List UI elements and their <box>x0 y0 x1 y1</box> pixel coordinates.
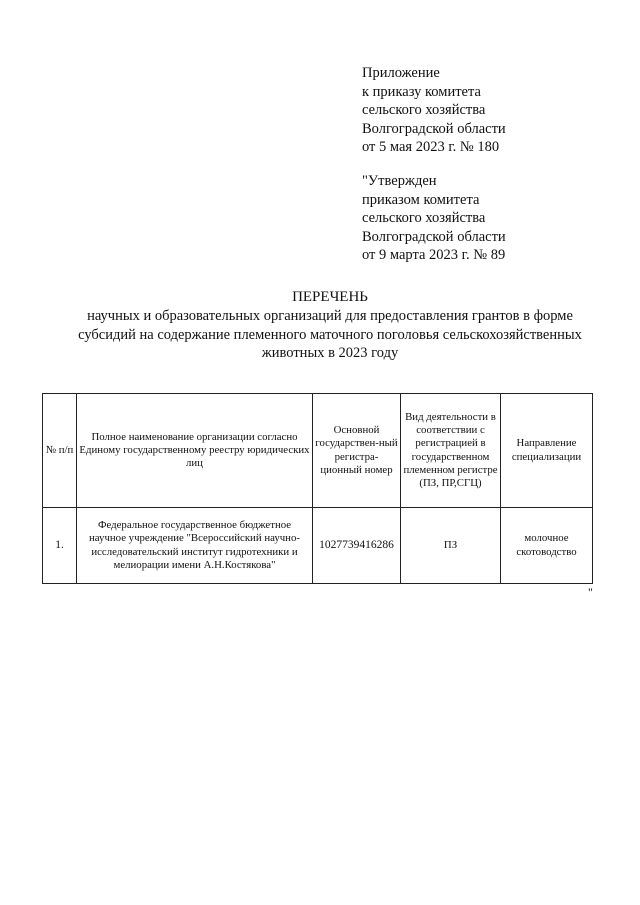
header-specialization: Направление специализации <box>501 394 593 508</box>
document-subtitle <box>40 307 620 363</box>
table-header-row <box>43 394 593 508</box>
document-title: ПЕРЕЧЕНЬ <box>292 289 368 305</box>
subtitle-line: научных и образовательных организаций для предоставления грантов в форме <box>87 308 573 324</box>
header-number: № п/п <box>43 394 77 508</box>
closing-quote-mark: " <box>588 585 593 599</box>
annex-line: к приказу комитета <box>362 83 481 100</box>
header-org-name: Полное наименование организации согласно Единому государственному реестру юридических лиц <box>77 394 313 508</box>
cell-org-name: Федеральное государственное бюджетное научное учреждение "Всероссийский научно-исследовательский институт гидротехники и мелиорации имени А.Н.Костякова" <box>77 508 313 584</box>
table-row <box>43 508 593 584</box>
organizations-table <box>42 393 593 584</box>
approved-line: "Утвержден <box>362 173 437 189</box>
cell-ogrn: 1027739416286 <box>313 508 401 584</box>
subtitle-line: субсидий на содержание племенного маточного поголовья сельскохозяйственных <box>78 326 582 343</box>
header-activity: Вид деятельности в соответствии с регистрацией в государственном племенном регистре (ПЗ, ПР,СГЦ) <box>401 394 501 508</box>
cell-number: 1. <box>43 508 77 584</box>
annex-line: Волгоградской области <box>362 120 506 137</box>
approved-block <box>362 172 506 265</box>
annex-line: от 5 мая 2023 г. № 180 <box>362 139 500 156</box>
cell-activity: ПЗ <box>401 508 501 584</box>
document-heading <box>40 288 620 363</box>
cell-specialization: молочное скотоводство <box>501 508 593 584</box>
annex-block <box>362 64 506 157</box>
annex-line: сельского хозяйства <box>362 102 486 119</box>
approved-line: сельского хозяйства <box>362 210 486 227</box>
annex-line: Приложение <box>362 65 440 81</box>
subtitle-line: животных в 2023 году <box>261 345 399 362</box>
header-ogrn: Основной государствен-ный регистра-ционный номер <box>313 394 401 508</box>
approved-line: Волгоградской области <box>362 228 506 245</box>
approved-line: приказом комитета <box>362 191 480 208</box>
approved-line: от 9 марта 2023 г. № 89 <box>362 247 506 264</box>
